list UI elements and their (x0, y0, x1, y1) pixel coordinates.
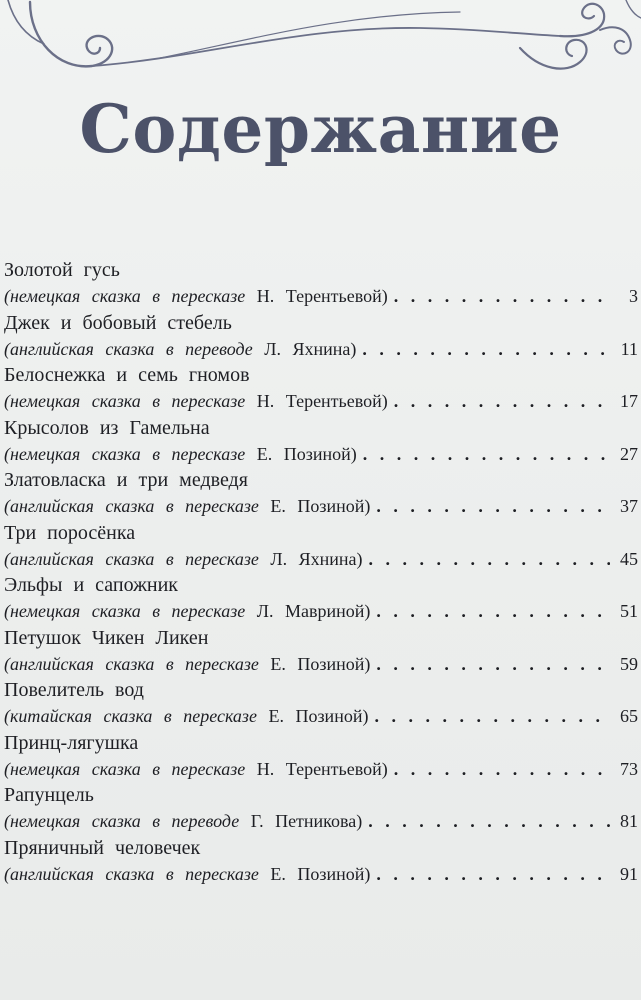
story-title: Пряничный человечек (4, 836, 201, 859)
credit-text: (китайская сказка в пересказе Е. Позиной) (4, 706, 369, 726)
table-of-contents (4, 258, 638, 888)
author-name: Н. Терентьевой) (256, 758, 388, 779)
credit-text: (английская сказка в пересказе Е. Позиной) (4, 863, 371, 884)
toc-entry (4, 416, 638, 469)
author-name: Е. Позиной) (270, 863, 371, 884)
toc-entry (4, 626, 638, 679)
credit-text: (немецкая сказка в пересказе Н. Терентьевой) (4, 286, 388, 306)
toc-entry (4, 731, 638, 784)
page-number: 37 (620, 496, 638, 516)
page-number: 27 (620, 443, 638, 464)
page-number: 59 (620, 653, 638, 674)
dot-leader (374, 703, 610, 729)
credit-line (4, 493, 638, 519)
author-name: Л. Яхнина) (264, 338, 357, 359)
story-title: Эльфы и сапожник (4, 574, 179, 596)
credit-line (4, 388, 638, 414)
toc-entry (4, 836, 638, 889)
credit-text: (немецкая сказка в переводе Г. Петникова) (4, 811, 363, 831)
page-number: 17 (620, 391, 638, 411)
credit-text: (немецкая сказка в пересказе Н. Терентьевой) (4, 391, 388, 411)
toc-entry (4, 573, 638, 626)
toc-entry (4, 363, 638, 416)
toc-entry (4, 468, 638, 521)
toc-entry (4, 521, 638, 574)
credit-text: (английская сказка в пересказе Е. Позиной) (4, 653, 371, 674)
story-title: Повелитель вод (4, 679, 144, 701)
story-title: Золотой гусь (4, 259, 120, 281)
dot-leader (376, 651, 610, 677)
author-name: Е. Позиной) (270, 653, 371, 674)
toc-entry (4, 311, 638, 364)
credit-line (4, 283, 638, 309)
page-number: 51 (620, 601, 638, 621)
author-name: Л. Мавриной) (256, 601, 371, 621)
story-title: Крысолов из Гамельна (4, 416, 210, 439)
credit-line (4, 598, 638, 624)
story-title: Златовласка и три медведя (4, 469, 248, 491)
page-number: 11 (620, 338, 638, 359)
dot-leader (376, 861, 610, 887)
credit-line (4, 756, 638, 782)
dot-leader (362, 336, 610, 362)
dot-leader (368, 546, 610, 572)
author-name: Н. Терентьевой) (256, 391, 388, 411)
swirl-flourish-icon (0, 0, 641, 90)
story-title: Белоснежка и семь гномов (4, 364, 250, 386)
credit-line (4, 336, 638, 362)
credit-line (4, 861, 638, 887)
dot-leader (363, 441, 610, 467)
page-number: 3 (629, 286, 638, 306)
dot-leader (394, 283, 610, 309)
toc-entry (4, 258, 638, 311)
dot-leader (368, 808, 610, 834)
author-name: Г. Петникова) (250, 811, 363, 831)
credit-line (4, 441, 638, 467)
page-number: 81 (620, 811, 638, 831)
page-number: 45 (620, 548, 638, 569)
author-name: Е. Позиной) (268, 706, 369, 726)
toc-entry (4, 678, 638, 731)
story-title: Джек и бобовый стебель (4, 311, 232, 334)
story-title: Три поросёнка (4, 521, 136, 544)
author-name: Л. Яхнина) (270, 548, 363, 569)
credit-line (4, 651, 638, 677)
credit-text: (английская сказка в пересказе Е. Позиной) (4, 496, 371, 516)
credit-text: (английская сказка в пересказе Л. Яхнина) (4, 548, 363, 569)
dot-leader (394, 388, 610, 414)
author-name: Н. Терентьевой) (256, 286, 388, 306)
credit-line (4, 703, 638, 729)
toc-entry (4, 783, 638, 836)
page-number: 91 (620, 863, 638, 884)
page-number: 73 (620, 758, 638, 779)
story-title: Принц-лягушка (4, 731, 139, 754)
credit-text: (немецкая сказка в пересказе Н. Терентьевой) (4, 758, 388, 779)
credit-text: (английская сказка в переводе Л. Яхнина) (4, 338, 357, 359)
credit-text: (немецкая сказка в пересказе Л. Мавриной) (4, 601, 371, 621)
author-name: Е. Позиной) (256, 443, 357, 464)
author-name: Е. Позиной) (270, 496, 371, 516)
dot-leader (376, 493, 610, 519)
credit-line (4, 808, 638, 834)
dot-leader (376, 598, 610, 624)
credit-text: (немецкая сказка в пересказе Е. Позиной) (4, 443, 357, 464)
dot-leader (394, 756, 610, 782)
credit-line (4, 546, 638, 572)
page-number: 65 (620, 706, 638, 726)
page-title: Содержание (79, 90, 562, 168)
story-title: Петушок Чикен Ликен (4, 626, 209, 649)
story-title: Рапунцель (4, 784, 94, 806)
